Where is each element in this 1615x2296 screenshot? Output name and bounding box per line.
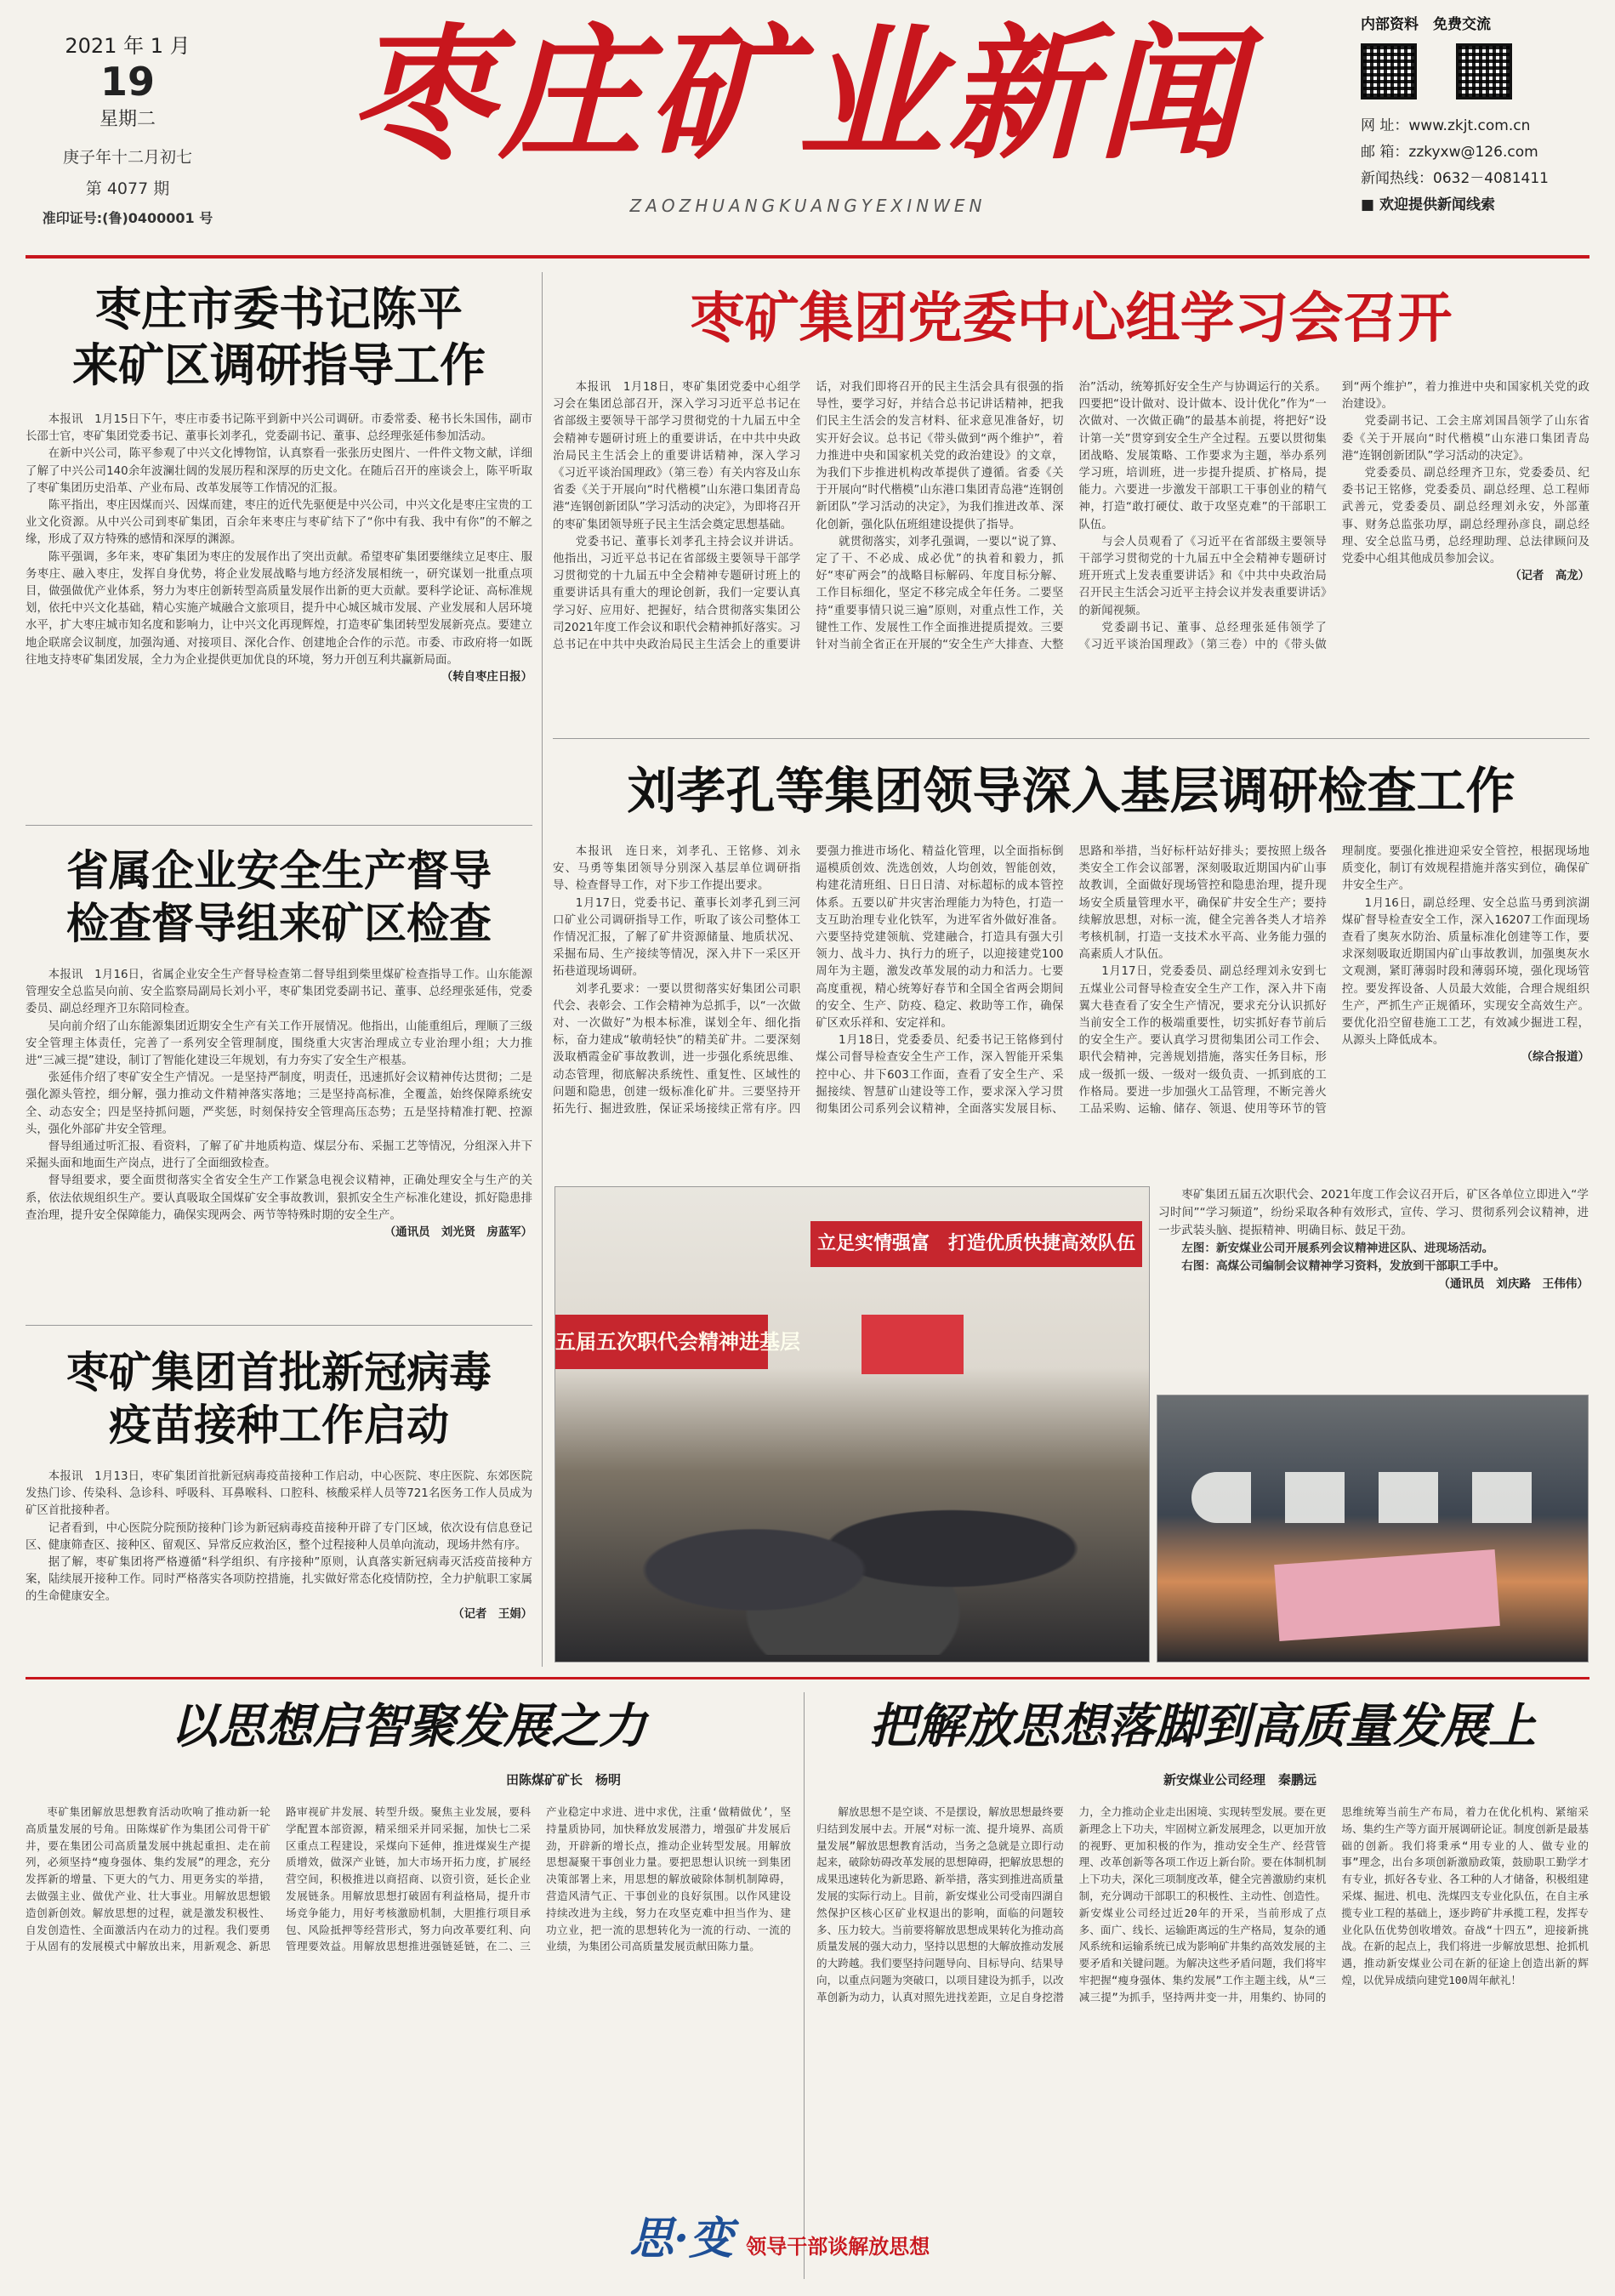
headline: 把解放思想落脚到高质量发展上 (869, 1698, 1536, 1754)
qr-code-icon[interactable] (1456, 43, 1512, 99)
headline: 枣矿集团首批新冠病毒 疫苗接种工作启动 (66, 1347, 492, 1450)
series-subtitle: 领导干部谈解放思想 (746, 2235, 930, 2259)
commentary-thought-power (26, 1692, 791, 2279)
article-body: 本报讯 1月18日，枣矿集团党委中心组学习会在集团总部召开，深入学习习近平总书记在省部级主要领导干部学习贯彻党的十九届五中全会精神专题研讨班上的重要讲话，在中共中央政治局民主生活会上的重要讲话精神，深入学习《习近平谈治国理政》（第三卷）有关内容及山东省委《关于开展向“时代楷模”山东港口集团青岛港“连钢创新团队”学习活动的决定》，为即将召开的枣矿集团领导班子民主生活会奠定思想基础。 党委书记、董事长刘孝孔主持会议并讲话。他指出，习近平总书记在省部级主要领导干部学习贯彻党的十九届五中全会精神专题研讨班上的重要讲话具有重大的理论创新，我们一定要认真学习好、应用好、把握好，结合贯彻落实集团公司2021年度工作会议和职代会精神抓好落实。习总书记在中共中央政治局民主生活会上的重要讲话，对我们即将召开的民主生活会具有很强的指导性，要学习好，并结合总书记讲话精神，把我们民主生活会的发言材料、征求意见准备好，切实开好会议。总书记《带头做到“两个维护”，着力推进中央和国家机关党的政治建设》的文章，为我们下步推进机构改革提供了遵循。省委《关于开展向“时代楷模”山东港口集团青岛港“连钢创新团队”学习活动的决定》，为我们推进改革、深化创新，强化队伍班组建设提供了指导。 就贯彻落实，刘孝孔强调，一要以“说了算、定了干、不必成、成必优”的执着和毅力，抓好“枣矿两会”的战略目标解码、年度目标分解、工作目标细化，坚定不移完成全年任务。二要坚持“重要事情只说三遍”原则，对重点性工作，关键性工作、发展性工作全面推进提质提效。三要针对当前全省正在开展的“安全生产大排查、大整治”活动，统筹抓好安全生产与协调运行的关系。四要把“设计做对、设计做本、设计优化”作为“一次做对、一次做正确”的最基本前提，将把好“设计第一关”贯穿到安全生产全过程。五要以贯彻集团战略、发展策略、工作要求为主题，举办系列学习班，培训班，进一步提升提质、扩格局，提能力。六要进一步激发干部职工干事创业的精气神，打造“敢打硬仗、敢于攻坚克难”的干部职工队伍。 与会人员观看了《习近平在省部级主要领导干部学习贯彻党的十九届五中全会精神专题研讨班开班式上发表重要讲话》和《中共中央政治局召开民主生活会习近平主持会议并发表重要讲话》的新闻视频。 党委副书记、董事、总经理张延伟领学了《习近平谈治国理政》（第三卷）中的《带头做到“两个维护”，着力推进中央和国家机关党的政治建设》。 党委副书记、工会主席刘国昌领学了山东省委《关于开展向“时代楷模”山东港口集团青岛港“连钢创新团队”学习活动的决定》。 党委委员、副总经理齐卫东，党委委员、纪委书记王铭修，党委委员、副总经理、总工程师武善元，党委委员、副总经理刘永安，外部董事、财务总监张功厚，副总经理孙彦良，副总经理、安全总监马勇，总经理助理、总法律顾问及党委中心组其他成员参加会议。 （记者 高龙） (553, 381, 1589, 652)
qr-code-icon[interactable] (1361, 43, 1417, 99)
series-title: 思·变 (629, 2213, 734, 2265)
headline: 省属企业安全生产督导 检查督导组来矿区检查 (66, 845, 492, 948)
article-body: 本报讯 1月15日下午，枣庄市委书记陈平到新中兴公司调研。市委常委、秘书长朱国伟，副市长邵士官，枣矿集团党委书记、董事长刘孝孔，党委副书记、董事、总经理张延伟参加活动。 在新中兴公司，陈平参观了中兴文化博物馆，认真察看一张张历史图片、一件件文物文献，详细了解了中兴公司140余年波澜壮阔的发展历程和深厚的历史文化。在随后召开的座谈会上，陈平听取了枣矿集团历史沿革、产业布局、改革发展等工作情况的汇报。 陈平指出，枣庄因煤而兴、因煤而建，枣庄的近代先驱便是中兴公司，中兴文化是枣庄宝贵的工业文化资源。从中兴公司到枣矿集团，百余年来枣庄与枣矿结下了“你中有我、我中有你”的不解之缘，形成了双方特殊的感情和深厚的渊源。 陈平强调，多年来，枣矿集团为枣庄的发展作出了突出贡献。希望枣矿集团要继续立足枣庄、服务枣庄、融入枣庄，发挥自身优势，将企业发展战略与地方经济发展相统一，研究谋划一批重点项目，做强做优产业体系，努力为枣庄创新转型高质量发展作出新的更大贡献。要科学论证、高标准规划，依托中兴文化基础，精心实施产城融合文旅项目，提升中心城区城市发展、产业发展和人居环境水平，扩大枣庄城市知名度和影响力，让中兴文化再现辉煌，打造枣矿集团转型发展新亮点。要建立地企联席会议制度，加强沟通、对接项目、深化合作、创建地企合作的示范。市委、市政府将一如既往地支持枣矿集团发展，全力为企业提供更加优良的环境，努力开创互利共赢新局面。 （转自枣庄日报） (26, 413, 532, 685)
photo-staff-meeting (554, 1186, 1150, 1662)
headline: 刘孝孔等集团领导深入基层调研检查工作 (627, 762, 1515, 820)
masthead-divider (26, 255, 1589, 259)
date-lunar: 庚子年十二月初七 (62, 148, 192, 167)
email[interactable]: 邮 箱：zzkyxw@126.com (1361, 144, 1538, 161)
author-line: 田陈煤矿矿长 杨明 (505, 1772, 621, 1787)
article-body: 枣矿集团解放思想教育活动吹响了推动新一轮高质量发展的号角。田陈煤矿作为集团公司骨干矿井，要在集团公司高质量发展中挑起重担、走在前列，必须坚持“瘦身强体、集约发展”的理念，充分发挥新的增量、下更大的气力、用更务实的举措，去做强主业、做优产业、壮大事业。用解放思想锻造创新创效。解放思想的过程，就是激发积极性、自发创造性、全面激活内在动力的过程。我们要勇于从固有的发展模式中解放出来，用新观念、新思路审视矿井发展、转型升级。聚焦主业发展，要科学配置本部资源，精采细采并同采掘，加快七二采区重点工程建设，采煤向下延伸，推进煤炭生产提质增效，做深产业链，加大市场开拓力度，扩展经营空间，积极推进以商招商、以资引资，延长企业发展链条。用解放思想打破固有利益格局，提升市场竞争能力，用好考核激励机制，大胆推行项目承包、风险抵押等经营形式，努力向改革要红利、向管理要效益。用解放思想推进强链延链，在二、三产业稳定中求进、进中求优，注重‘做精做优’，坚持量质协同，加快释放发展潜力，增强矿井发展后劲，开辟新的增长点，推动企业转型发展。用解放思想凝聚干事创业力量。要把思想认识统一到集团决策部署上来，用思想的解放破除体制机制障碍，营造风清气正、干事创业的良好氛围。以作风建设持续改进为主线，努力在攻坚克难中担当作为、建功立业，把一流的思想转化为一流的行动、一流的业绩，为集团公司高质量发展贡献田陈力量。 (26, 1805, 791, 1953)
article-body: 本报讯 1月13日，枣矿集团首批新冠病毒疫苗接种工作启动，中心医院、枣庄医院、东郊医院发热门诊、传染科、急诊科、呼吸科、耳鼻喉科、口腔科、核酸采样人员等721名医务工作人员成为矿区首批接种者。 记者看到，中心医院分院预防接种门诊为新冠病毒疫苗接种开辟了专门区域，依次设有信息登记区、健康筛查区、接种区、留观区、异常反应救治区，整个过程接种人员单向流动，现场井然有序。 据了解，枣矿集团将严格遵循“科学组织、有序接种”原则，认真落实新冠病毒灭活疫苗接种方案，陆续展开接种工作。同时严格落实各项防控措施，扎实做好常态化疫情防控，全力护航职工家属的生命健康安全。 （记者 王娟） (26, 1470, 532, 1621)
article-body: 本报讯 1月16日，省属企业安全生产督导检查第二督导组到柴里煤矿检查指导工作。山东能源管理安全总监吴向前、安全监察局副局长刘小平，枣矿集团党委副书记、董事、总经理张延伟，党委委员、副总经理齐卫东陪同检查。 吴向前介绍了山东能源集团近期安全生产有关工作开展情况。他指出，山能重组后，理顺了三级安全管理主体责任，完善了一系列安全管理制度，围绕重大灾害治理成立专业治理小组；大力推进“三减三提”建设，制订了智能化建设三年规划，有力夯实了安全生产根基。 张延伟介绍了枣矿安全生产情况。一是坚持严制度，明责任，迅速抓好会议精神传达贯彻；二是强化源头管控，细分解，强力推动文件精神落实落地；三是坚持高标准，全覆盖，始终保障系统安全、动态安全；四是坚持抓问题，严奖惩，时刻保持安全管理高压态势；五是坚持精准打靶、控源头，强化外部矿井安全管理。 督导组通过听汇报、看资料，了解了矿井地质构造、煤层分布、采掘工艺等情况，分组深入井下采掘头面和地面生产岗点，进行了全面细致检查。 督导组要求，要全面贯彻落实全省安全生产工作紧急电视会议精神，正确处理安全与生产的关系，依法依规组织生产。要认真吸取全国煤矿安全事故教训，狠抓安全生产标准化建设，抓好隐患排查治理，提升安全保障能力，确保实现两会、两节等特殊时期的安全生产。 （通讯员 刘光贤 房蓝军） (26, 969, 532, 1240)
article-body: 本报讯 连日来，刘孝孔、王铭修、刘永安、马勇等集团领导分别深入基层单位调研指导、检查督导工作，对下步工作提出要求。 1月17日，党委书记、董事长刘孝孔到三河口矿业公司调研指导工作，听取了该公司整体工作情况汇报，了解了矿井资源储量、地质状况、采掘布局、生产接续等情况，深入井下一采区开拓巷道现场调研。 刘孝孔要求：一要以贯彻落实好集团公司职代会、表彰会、工作会精神为总抓手，以“一次做对、一次做好”为根本标准，谋划全年、细化指标，奋力建成“敏萌轻快”的精美矿井。二要深刻汲取栖霞金矿事故教训，进一步强化系统思维、动态管理，彻底解决系统性、重复性、区域性的问题和隐患，创建一级标准化矿井。三要坚持开拓先行、掘进致胜，保证采场接续正常有序。四要强力推进市场化、精益化管理，以全面指标倒逼模质创效、洗选创效，人均创效，智能创效，构建花清班组、日日日清、对标超标的成本管控体系。五要以矿井灾害治理能力为特色，打造一支互助治理专业化铁军，为进军省外做好准备。六要坚持党建领航、党建融合，打造具有强大引领力、战斗力、执行力的班子，以迎接建党100周年为主题，激发改革发展的动力和活力。七要高度重视，精心统筹好春节和全国全省两会期间的安全、生产、防疫、稳定、救助等工作，确保矿区欢乐祥和、安定祥和。 1月18日，党委委员、纪委书记王铭修到付煤公司督导检查安全生产工作，深入智能开采集控中心、井下603工作面，查看了安全生产、采掘接续、智慧矿山建设等工作，要求深入学习贯彻集团公司系列会议精神，全面落实发展目标、思路和举措，当好标杆站好排头；要按照上级各类安全工作会议部署，深刻吸取近期国内矿山事故教训，全面做好现场管控和隐患治理，提升现场安全质量管理水平，确保矿井安全生产；要持续解放思想，对标一流，健全完善各类人才培养考核机制，打造一支技术水平高、业务能力强的高素质人才队伍。 1月17日，党委委员、副总经理刘永安到七五煤业公司督导检查安全生产工作，深入井下南翼大巷查看了安全生产情况，要求充分认识抓好当前安全工作的极端重要性，切实抓好春节前后的安全生产。要认真学习贯彻集团公司工作会、职代会精神，完善规划措施，落实任务目标，形成一级抓一级、一级对一级负责、一抓到底的工作格局。要进一步加强火工品管理，不断完善火工品采购、运输、储存、领退、使用等环节的管理制度。要强化推进迎采安全管控，根据现场地质变化，制订有效规程措施并落实到位，确保矿井安全生产。 1月16日，副总经理、安全总监马勇到滨湖煤矿督导检查安全工作，深入16207工作面现场查看了奥灰水防治、质量标准化创建等工作，要求深刻吸取近期国内矿山事故教训，加强奥灰水文观测，紧盯薄弱时段和薄弱环境，强化现场管控。要发挥设备、人员最大效能，合理合规组织生产，严抓生产正规循环，实现安全高效生产。要优化沿空留巷施工工艺，有效减少掘进工程，从源头上降低成本。 （综合报道） (553, 845, 1589, 1117)
headline: 枣矿集团党委中心组学习会召开 (690, 287, 1453, 350)
article-leaders-inspection (553, 748, 1589, 1174)
photo-people (606, 1442, 1100, 1655)
article-vaccination (26, 1339, 532, 1679)
date-day: 19 (100, 59, 155, 105)
photo-screen (862, 1315, 964, 1374)
headline: 以思想启智聚发展之力 (170, 1698, 646, 1754)
photo-workers-reading (1157, 1395, 1589, 1662)
column-divider (542, 272, 543, 1667)
hotline: 新闻热线：0632－4081411 (1361, 170, 1549, 187)
article-study-meeting (553, 272, 1589, 740)
article-safety-inspection (26, 838, 532, 1314)
photo-wall-banner: 立足实情强富 打造优质快捷高效队伍 (810, 1221, 1142, 1267)
masthead-info (1361, 12, 1590, 242)
photo-caption: 枣矿集团五届五次职代会、2021年度工作会议召开后，矿区各单位立即进入“学习时间”“学习频道”，纷纷采取各种有效形式，宣传、学习、贯彻系列会议精神，进一步武装头脑、提振精神、明确目标、鼓足干劲。 左图：新安煤业公司开展系列会议精神进区队、进现场活动。 右图：高煤公司编制会议精神学习资料，发放到干部职工手中。 （通讯员 刘庆路 王伟伟） (1158, 1188, 1589, 1291)
welcome-tips: ■ 欢迎提供新闻线索 (1361, 196, 1495, 213)
article-body: 解放思想不是空谈、不是摆设，解放思想最终要归结到发展中去。开展“对标一流、提升境界、高质量发展”解放思想教育活动，当务之急就是立即行动起来，破除妨碍改革发展的思想障碍，把解放思想的成果迅速转化为新思路、新举措，落实到推进高质量发展的实际行动上。目前，新安煤业公司受南四湖自然保护区核心区矿业权退出的影响，面临的问题较多、压力较大。当前要将解放思想成果转化为推动高质量发展的强大动力，坚持以思想的大解放推动发展的大跨越。我们要坚持问题导向、目标导向、结果导向，以重点问题为突破口，以项目建设为抓手，以改革创新为动力，认真对照先进找差距，立足自身挖潜力，全力推动企业走出困境、实现转型发展。要在更新理念上下功夫，牢固树立新发展理念，以更加开放的视野、更加积极的作为，推动安全生产、经营管理、改革创新等各项工作迈上新台阶。要在体制机制上下功夫，深化三项制度改革，健全完善激励约束机制，充分调动干部职工的积极性、主动性、创造性。新安煤业公司经过近20年的开采，当前形成了点多、面广、线长、运输距离远的生产格局，复杂的通风系统和运输系统已成为影响矿井集约高效发展的主要矛盾和关键问题。为解决这些矛盾问题，我们将牢牢把握“瘦身强体、集约发展”工作主题主线，从“三减三提”为抓手，坚持两井变一井，用集约、协同的思维统筹当前生产布局，着力在优化机构、紧缩采场、集约生产等方面开展调研论证。制度创新是最基础的创新。我们将秉承“用专业的人、做专业的事”理念，出台多项创新激励政策，鼓励职工勤学才有专业，抓好各专业、各工种的人才储备，积极组建采煤、掘进、机电、洗煤四支专业化队伍，在自主承揽专业工程的基础上，逐步跨矿井承揽工程，发挥专业化队伍优势创收增效。奋战“十四五”，迎接新挑战。在新的起点上，我们将进一步解放思想、抢抓机遇，推动新安煤业公司在新的征途上创造出新的辉煌，以优异成绩向建党100周年献礼！ (816, 1805, 1589, 2003)
series-badge (629, 2202, 1004, 2269)
author-line: 新安煤业公司经理 秦鹏远 (1163, 1772, 1316, 1787)
permit-number: 准印证号:(鲁)0400001 号 (42, 210, 213, 226)
photo-helmets (1191, 1472, 1557, 1523)
internal-note: 内部资料 免费交流 (1361, 16, 1491, 33)
newspaper-title: 枣庄矿业新闻 (349, 9, 1248, 179)
date-weekday: 星期二 (99, 109, 156, 130)
date-year-month: 2021 年 1 月 (65, 34, 191, 58)
square-bullet-icon: ■ (1361, 196, 1379, 213)
newspaper-title-pinyin: ZAOZHUANGKUANGYEXINWEN (629, 196, 987, 216)
section-divider (26, 825, 532, 826)
commentary-high-quality (816, 1692, 1589, 2279)
column-divider (804, 1692, 805, 2279)
article-party-secretary-visit (26, 272, 532, 816)
issue-number: 第 4077 期 (85, 179, 170, 198)
section-divider (553, 738, 1589, 739)
section-divider-red (26, 1677, 1589, 1679)
headline: 枣庄市委书记陈平 来矿区调研指导工作 (72, 281, 486, 392)
date-box (26, 17, 230, 234)
photo-brochures (1274, 1549, 1500, 1641)
website[interactable]: 网 址：www.zkjt.com.cn (1361, 117, 1531, 134)
section-divider (26, 1325, 532, 1326)
photo-side-banner: 五届五次职代会精神进基层 (555, 1315, 768, 1369)
